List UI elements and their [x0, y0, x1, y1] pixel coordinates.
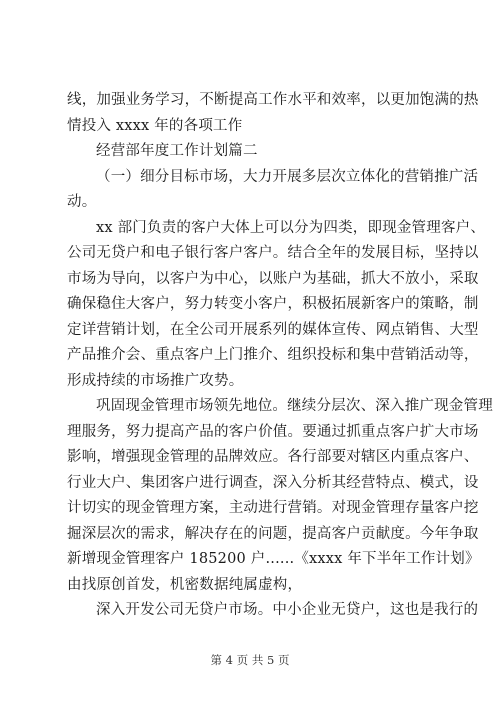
paragraph-line: 深入开发公司无贷户市场。中小企业无贷户，这也是我行的 — [96, 602, 479, 618]
document-body — [67, 88, 493, 624]
paragraph-line: 行业大户、集团客户进行调查，深入分析其经营特点、模式，设 — [67, 474, 479, 491]
paragraph-line: 掘深层次的需求，解决存在的问题，提高客户贡献度。今年争取 — [67, 525, 479, 542]
paragraph-line: 理服务，努力提高产品的客户价值。要通过抓重点客户扩大市场 — [67, 423, 479, 440]
section-heading: 经营部年度工作计划篇二 — [96, 143, 258, 159]
paragraph-line: 形成持续的市场推广攻势。 — [67, 372, 244, 389]
paragraph-line: 公司无贷户和电子银行客户客户。结合全年的发展目标，坚持以 — [67, 245, 479, 261]
paragraph-line: 情投入 xxxx 年的各项工作 — [67, 117, 243, 134]
paragraph-line: 定详营销计划，在全公司开展系列的媒体宣传、网点销售、大型 — [67, 321, 479, 338]
paragraph-line: 由找原创首发，机密数据纯属虚构， — [67, 576, 303, 593]
paragraph-line: 确保稳住大客户，努力转变小客户，积极拓展新客户的策略，制 — [67, 296, 479, 312]
paragraph-line: 动。 — [67, 194, 97, 210]
paragraph-line: xx 部门负责的客户大体上可以分为四类，即现金管理客户、 — [96, 219, 486, 236]
subsection-heading: （一）细分目标市场，大力开展多层次立体化的营销推广活 — [96, 168, 479, 185]
paragraph-line: 巩固现金管理市场领先地位。继续分层次、深入推广现金管理 — [96, 398, 493, 414]
paragraph-line: 线，加强业务学习，不断提高工作水平和效率，以更加饱满的热 — [67, 92, 479, 108]
paragraph-line: 新增现金管理客户 185200 户......《xxxx 年下半年工作计划》 — [67, 551, 480, 567]
paragraph-line: 计切实的现金管理方案，主动进行营销。对现金管理存量客户挖 — [67, 500, 479, 516]
paragraph-line: 产品推介会、重点客户上门推介、组织投标和集中营销活动等， — [67, 347, 479, 363]
paragraph-line: 市场为导向，以客户为中心，以账户为基础，抓大不放小，采取 — [67, 270, 479, 287]
paragraph-line: 影响，增强现金管理的品牌效应。各行部要对辖区内重点客户、 — [67, 449, 479, 465]
page-number: 第 4 页 共 5 页 — [210, 653, 290, 667]
